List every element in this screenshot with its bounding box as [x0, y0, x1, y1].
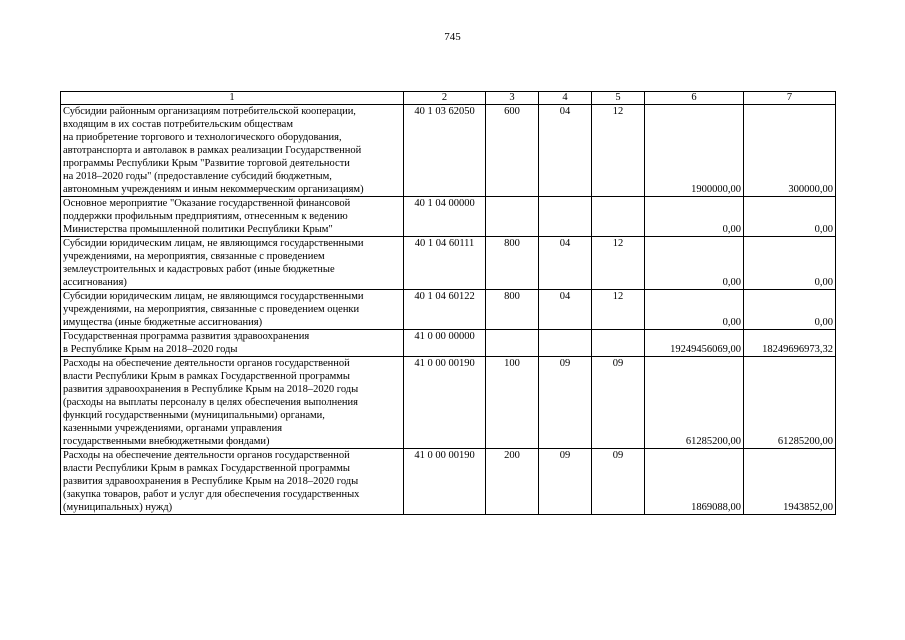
table-row	[61, 105, 836, 197]
row-subsection: 09	[592, 357, 645, 449]
row-amount-col6: 1869088,00	[645, 449, 744, 515]
header-cell-5: 5	[592, 92, 645, 105]
row-amount-col6: 0,00	[645, 290, 744, 330]
header-cell-6: 6	[645, 92, 744, 105]
row-expense-type: 800	[486, 237, 539, 290]
row-amount-col7: 0,00	[744, 197, 836, 237]
description-line: власти Республики Крым в рамках Государственной программы	[63, 371, 350, 382]
description-line: имущества (иные бюджетные ассигнования)	[63, 317, 263, 328]
row-section	[539, 197, 592, 237]
table-row	[61, 237, 836, 290]
table-row	[61, 197, 836, 237]
description-line: автотранспорта и автолавок в рамках реализации Государственной	[63, 145, 362, 156]
row-description	[61, 197, 404, 237]
description-line: казенными учреждениями, органами управления	[63, 423, 283, 434]
row-code: 40 1 03 62050	[404, 105, 486, 197]
header-cell-3: 3	[486, 92, 539, 105]
description-line: развития здравоохранения в Республике Крым на 2018–2020 годы	[63, 476, 359, 487]
row-code: 40 1 04 60122	[404, 290, 486, 330]
description-line: программы Республики Крым "Развитие торговой деятельности	[63, 158, 350, 169]
row-description	[61, 105, 404, 197]
row-subsection: 12	[592, 105, 645, 197]
header-cell-4: 4	[539, 92, 592, 105]
row-amount-col6: 19249456069,00	[645, 330, 744, 357]
description-line: Министерства промышленной политики Республики Крым"	[63, 224, 333, 235]
row-code: 40 1 04 00000	[404, 197, 486, 237]
row-expense-type	[486, 197, 539, 237]
description-line: Субсидии районным организациям потребительской кооперации,	[63, 106, 356, 117]
description-line: ассигнования)	[63, 277, 127, 288]
description-line: поддержки профильным предприятиям, отнесенным к ведению	[63, 211, 348, 222]
description-line: Расходы на обеспечение деятельности органов государственной	[63, 358, 350, 369]
row-amount-col7: 0,00	[744, 237, 836, 290]
row-subsection	[592, 197, 645, 237]
row-code: 41 0 00 00000	[404, 330, 486, 357]
row-expense-type: 800	[486, 290, 539, 330]
row-code: 40 1 04 60111	[404, 237, 486, 290]
table-row	[61, 330, 836, 357]
row-subsection	[592, 330, 645, 357]
row-expense-type: 100	[486, 357, 539, 449]
description-line: входящим в их состав потребительским обществам	[63, 119, 293, 130]
description-line: государственными внебюджетными фондами)	[63, 436, 270, 447]
table-row	[61, 290, 836, 330]
row-description	[61, 290, 404, 330]
row-section: 09	[539, 357, 592, 449]
row-description	[61, 449, 404, 515]
row-amount-col7: 61285200,00	[744, 357, 836, 449]
description-line: на 2018–2020 годы" (предоставление субсидий бюджетным,	[63, 171, 332, 182]
row-section: 09	[539, 449, 592, 515]
budget-table	[60, 91, 836, 515]
row-description	[61, 357, 404, 449]
row-amount-col6: 61285200,00	[645, 357, 744, 449]
table-row	[61, 357, 836, 449]
row-code: 41 0 00 00190	[404, 357, 486, 449]
header-row	[61, 92, 836, 105]
row-description	[61, 237, 404, 290]
description-line: власти Республики Крым в рамках Государственной программы	[63, 463, 350, 474]
row-expense-type: 600	[486, 105, 539, 197]
header-cell-7: 7	[744, 92, 836, 105]
description-line: Основное мероприятие "Оказание государственной финансовой	[63, 198, 351, 209]
description-line: на приобретение торгового и технологического оборудования,	[63, 132, 342, 143]
row-amount-col7: 0,00	[744, 290, 836, 330]
description-line: в Республике Крым на 2018–2020 годы	[63, 344, 238, 355]
row-subsection: 12	[592, 237, 645, 290]
description-line: Субсидии юридическим лицам, не являющимся государственными	[63, 238, 364, 249]
row-amount-col7: 1943852,00	[744, 449, 836, 515]
row-subsection: 09	[592, 449, 645, 515]
description-line: учреждениями, на мероприятия, связанные с проведением оценки	[63, 304, 360, 315]
description-line: Расходы на обеспечение деятельности органов государственной	[63, 450, 350, 461]
row-section: 04	[539, 290, 592, 330]
row-amount-col6: 0,00	[645, 237, 744, 290]
row-expense-type	[486, 330, 539, 357]
row-amount-col7: 18249696973,32	[744, 330, 836, 357]
row-description	[61, 330, 404, 357]
description-line: (расходы на выплаты персоналу в целях обеспечения выполнения	[63, 397, 358, 408]
row-expense-type: 200	[486, 449, 539, 515]
description-line: функций государственными (муниципальными) органами,	[63, 410, 325, 421]
description-line: учреждениями, на мероприятия, связанные с проведением	[63, 251, 325, 262]
header-cell-2: 2	[404, 92, 486, 105]
description-line: землеустроительных и кадастровых работ (иные бюджетные	[63, 264, 335, 275]
description-line: (муниципальных) нужд)	[63, 502, 173, 513]
description-line: (закупка товаров, работ и услуг для обеспечения государственных	[63, 489, 360, 500]
row-section: 04	[539, 237, 592, 290]
header-cell-1: 1	[61, 92, 404, 105]
table-row	[61, 449, 836, 515]
row-amount-col7: 300000,00	[744, 105, 836, 197]
description-line: автономным учреждениям и иным некоммерческим организациям)	[63, 184, 364, 195]
row-amount-col6: 0,00	[645, 197, 744, 237]
row-subsection: 12	[592, 290, 645, 330]
row-section: 04	[539, 105, 592, 197]
row-code: 41 0 00 00190	[404, 449, 486, 515]
row-section	[539, 330, 592, 357]
description-line: развития здравоохранения в Республике Крым на 2018–2020 годы	[63, 384, 359, 395]
description-line: Субсидии юридическим лицам, не являющимся государственными	[63, 291, 364, 302]
description-line: Государственная программа развития здравоохранения	[63, 331, 310, 342]
page-number: 745	[444, 31, 461, 43]
row-amount-col6: 1900000,00	[645, 105, 744, 197]
